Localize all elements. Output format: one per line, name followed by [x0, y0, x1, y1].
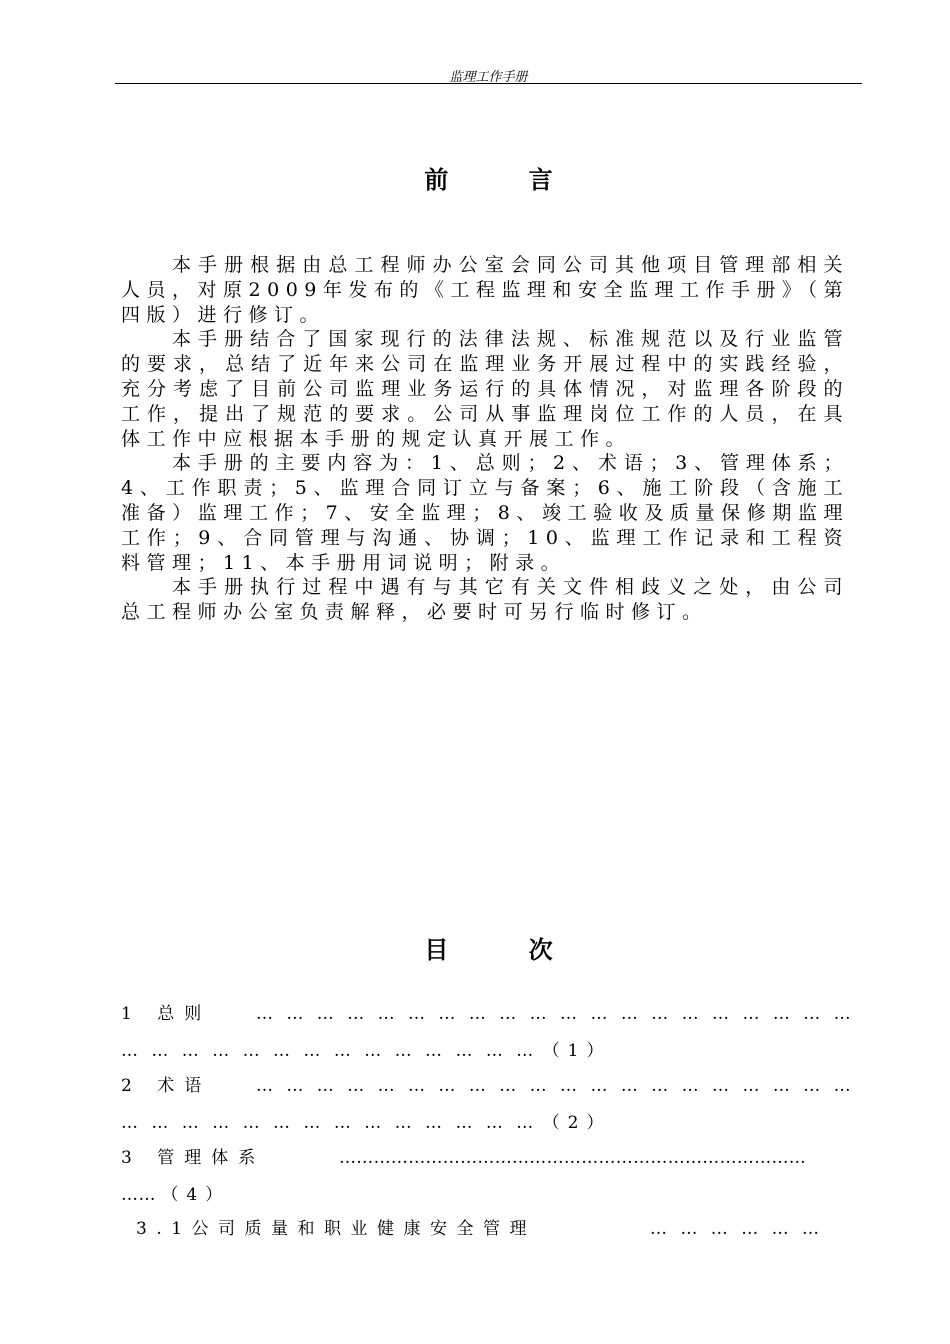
toc-entry-general[interactable] — [121, 999, 861, 1024]
toc-page-number: （2） — [542, 1113, 612, 1133]
preface-paragraph: 本手册根据由总工程师办公室会同公司其他项目管理部相关人员，对原2009年发布的《工程监理和安全监理工作手册》（第四版）进行修订。 — [121, 254, 849, 326]
toc-entry-management-system[interactable] — [121, 1143, 861, 1168]
toc-leader-dots: … … … … … … … … … … … … … … — [121, 1041, 538, 1061]
toc-leader-dots: … … … … … … — [650, 1219, 824, 1239]
toc-entry-terms[interactable] — [121, 1071, 861, 1096]
preface-paragraph: 本手册结合了国家现行的法律法规、标准规范以及行业监管的要求，总结了近年来公司在监理业务开展过程中的实践经验，充分考虑了目前公司监理业务运行的具体情况，对监理各阶段的工作，提出了规范的要求。公司从事监理岗位工作的人员，在具体工作中应根据本手册的规定认真开展工作。 — [121, 328, 849, 450]
preface-title: 前 言 — [424, 165, 589, 194]
toc-entry-terms-cont[interactable] — [121, 1108, 861, 1133]
toc-entry-general-cont[interactable] — [121, 1036, 861, 1061]
toc-entry-label: 3 管理体系 — [121, 1148, 266, 1168]
preface-body — [121, 253, 849, 625]
preface-paragraph: 本手册的主要内容为：1、总则；2、术语；3、管理体系；4、工作职责；5、监理合同订立与备案；6、施工阶段（含施工准备）监理工作；7、安全监理；8、竣工验收及质量保修期监理工作；9、合同管理与沟通、协调；10、监理工作记录和工程资料管理；11、本手册用词说明；附录。 — [121, 452, 849, 574]
toc-title: 目 次 — [424, 935, 589, 964]
toc-leader-dots: … … … … … … … … … … … … … … — [121, 1113, 538, 1133]
toc-leader-dots: …… — [121, 1185, 156, 1205]
toc-leader-dots: … … … … … … … … … … … … … … … … … … … … — [256, 1076, 855, 1096]
toc-leader-dots: ……………………………………………………………………… — [339, 1148, 807, 1168]
toc-entry-label: 3.1公司质量和职业健康安全管理 — [136, 1219, 537, 1239]
toc-entry-management-system-cont[interactable] — [121, 1180, 861, 1205]
header-rule — [115, 83, 862, 84]
toc-entry-label: 1 总则 — [121, 1004, 212, 1024]
toc-page-number: （4） — [161, 1185, 231, 1205]
toc-entry-quality-safety[interactable] — [136, 1214, 876, 1239]
running-header: 监理工作手册 — [449, 70, 528, 85]
preface-paragraph: 本手册执行过程中遇有与其它有关文件相歧义之处，由公司总工程师办公室负责解释，必要时可另行临时修订。 — [121, 576, 849, 624]
toc-leader-dots: … … … … … … … … … … … … … … … … … … … … — [256, 1004, 855, 1024]
toc-entry-label: 2 术语 — [121, 1076, 212, 1096]
toc-page-number: （1） — [542, 1041, 612, 1061]
